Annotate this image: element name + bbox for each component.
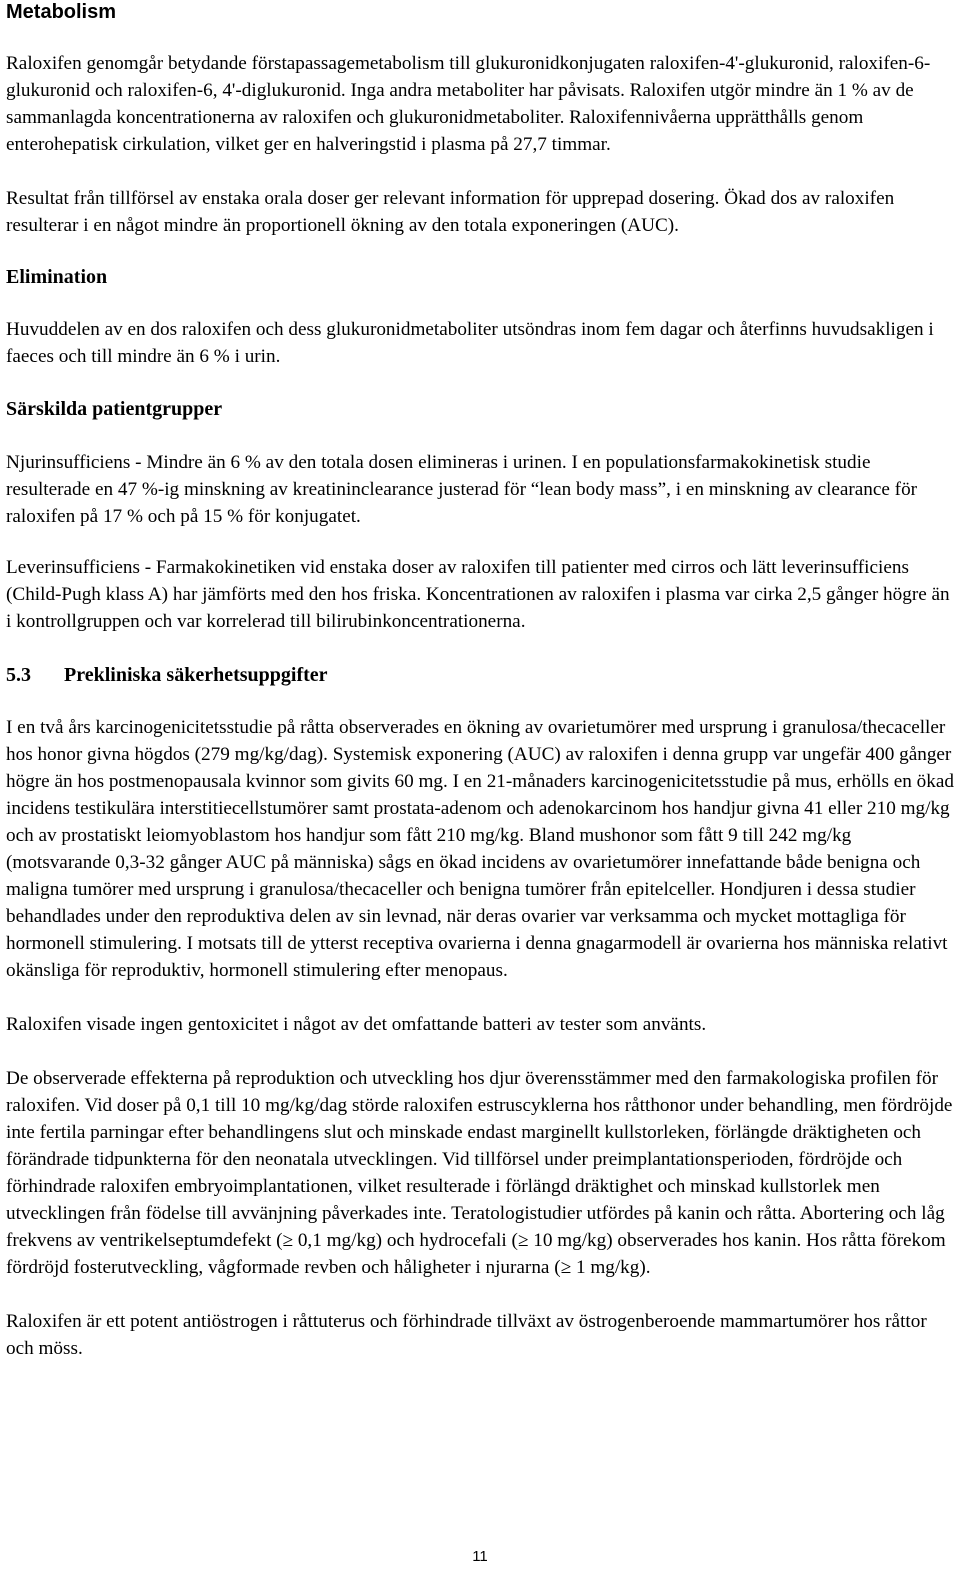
metabolism-paragraph-2: Resultat från tillförsel av enstaka orala doser ger relevant information för upprepad dosering. Ökad dos av raloxifen resulterar i en något mindre än proportionell ökning av den totala exponeringen (AUC). [6,188,895,236]
metabolism-paragraph-1: Raloxifen genomgår betydande förstapassagemetabolism till glukuronidkonjugaten raloxifen-4'-glukuronid, raloxifen-6-glukuronid och raloxifen-6, 4'-diglukuronid. Inga andra metaboliter har påvisats. Raloxifen utgör mindre än 1 % av de sammanlagda koncentrationerna av raloxifen och glukuronidmetaboliter. Raloxifennivåerna upprätthålls genom enterohepatisk cirkulation, vilket ger en halveringstid i plasma på 27,7 timmar. [6,53,931,155]
preclinical-paragraph-3: De observerade effekterna på reproduktion och utveckling hos djur överensstämmer med den farmakologiska profilen för raloxifen. Vid doser på 0,1 till 10 mg/kg/dag störde raloxifen estruscyklerna hos råtthonor under behandling, men fördröjde inte fertila parningar efter behandlingens slut och minskade endast marginellt kullstorleken, förlängde dräktigheten och förändrade tidpunkterna för den neonatala utvecklingen. Vid tillförsel under preimplantationsperioden, fördröjde och förhindrade raloxifen embryoimplantationen, vilket resulterade i förlängd dräktighet och minskad kullstorlek men utvecklingen från födelse till avvänjning påverkades inte. Teratologistudier utfördes på kanin och råtta. Abortering och låg frekvens av ventrikelseptumdefekt (≥ 0,1 mg/kg) och hydrocefali (≥ 10 mg/kg) observerades hos kanin. Hos råtta förekom fördröjd fosterutveckling, vågformade revben och håligheter i njurarna (≥ 1 mg/kg). [6,1068,953,1278]
preclinical-paragraph-2: Raloxifen visade ingen gentoxicitet i något av det omfattande batteri av tester som använts. [6,1014,707,1035]
elimination-paragraph: Huvuddelen av en dos raloxifen och dess glukuronidmetaboliter utsöndras inom fem dagar och återfinns huvudsakligen i faeces och till mindre än 6 % i urin. [6,319,934,367]
preclinical-paragraph-1: I en två års karcinogenicitetsstudie på råtta observerades en ökning av ovarietumörer med ursprung i granulosa/thecaceller hos honor givna högdos (279 mg/kg/dag). Systemisk exponering (AUC) av raloxifen i denna grupp var ungefär 400 gånger högre än hos postmenopausala kvinnor som givits 60 mg. I en 21-månaders karcinogenicitetsstudie på mus, erhölls en ökad incidens testikulära interstitiecellstumörer samt prostata-adenom och adenokarcinom hos handjur givna 41 eller 210 mg/kg och av prostatiskt leiomyoblastom hos handjur som fått 210 mg/kg. Bland mushonor som fått 9 till 242 mg/kg (motsvarande 0,3-32 gånger AUC på människa) sågs en ökad incidens av ovarietumörer innefattande både benigna och maligna tumörer med ursprung i granulosa/thecaceller och benigna tumörer från epitelceller. Hondjuren i dessa studier behandlades under den reproduktiva delen av sin levnad, när deras ovarier var verksamma och mycket mottagliga för hormonell stimulering. I motsats till de ytterst receptiva ovarierna i denna gnagarmodell är ovarierna hos människa relativt okänsliga för reproduktiv, hormonell stimulering efter menopaus. [6,717,954,981]
document-page [6,0,956,1362]
page-number: 11 [472,1548,488,1565]
renal-insufficiency-paragraph: Njurinsufficiens - Mindre än 6 % av den totala dosen elimineras i urinen. I en populationsfarmakokinetisk studie resulterade en 47 %-ig minskning av kreatininclearance justerad för “lean body mass”, i en minskning av clearance för raloxifen på 17 % och på 15 % för konjugatet. [6,452,918,527]
preclinical-paragraph-4: Raloxifen är ett potent antiöstrogen i råttuterus och förhindrade tillväxt av östrogenberoende mammartumörer hos råttor och möss. [6,1311,927,1359]
metabolism-heading: Metabolism [6,1,117,23]
preclinical-heading [6,662,956,689]
section-title: Prekliniska säkerhetsuppgifter [64,664,328,686]
special-groups-heading: Särskilda patientgrupper [6,398,223,420]
hepatic-insufficiency-paragraph: Leverinsufficiens - Farmakokinetiken vid enstaka doser av raloxifen till patienter med cirros och lätt leverinsufficiens (Child-Pugh klass A) har jämförts med den hos friska. Koncentrationen av raloxifen i plasma var cirka 2,5 gånger högre än i kontrollgruppen och var korrelerad till bilirubinkoncentrationerna. [6,557,950,632]
elimination-heading: Elimination [6,266,108,288]
section-number: 5.3 [6,664,31,686]
